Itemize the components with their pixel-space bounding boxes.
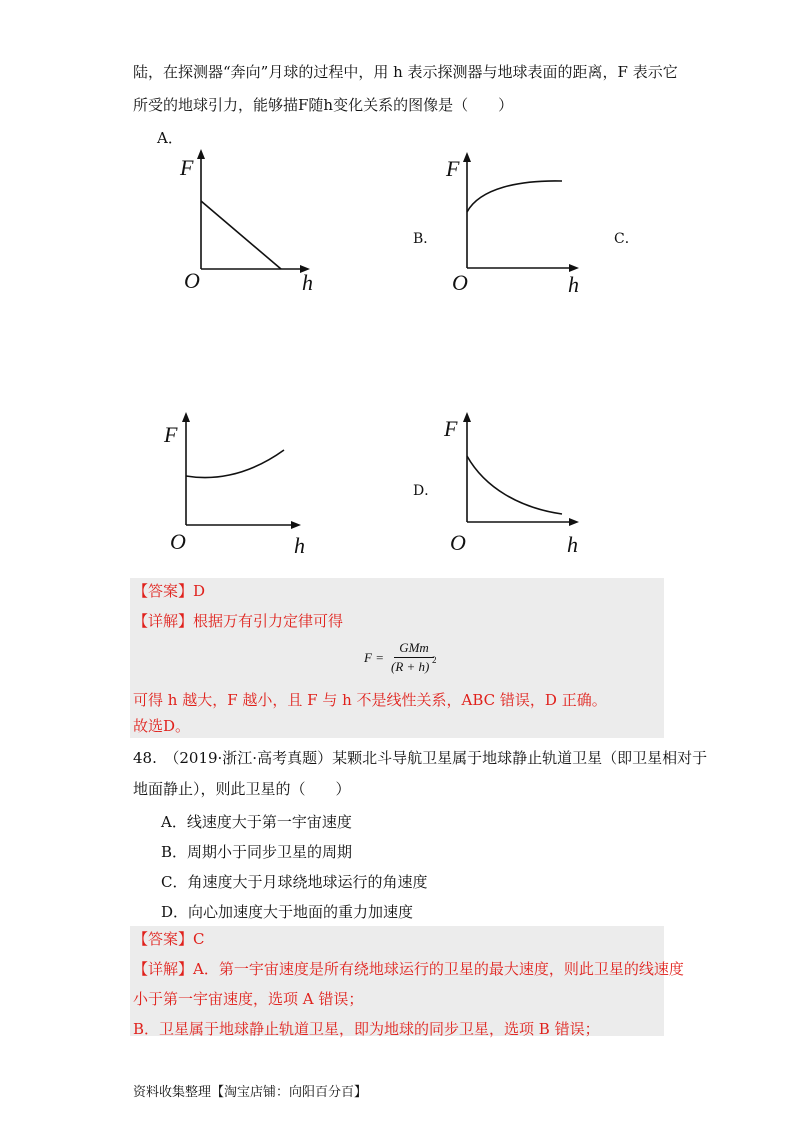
graph-b-o-label: O	[452, 270, 468, 295]
q48-option-a: A．线速度大于第一宇宙速度	[161, 813, 352, 831]
page-footer: 资料收集整理【淘宝店铺：向阳百分百】	[133, 1085, 368, 1100]
q47-option-c-label: C．	[614, 231, 639, 247]
graph-a-o-label: O	[184, 268, 200, 293]
graph-a-h-label: h	[302, 270, 313, 295]
q48-detail-line1: 【详解】A．第一宇宙速度是所有绕地球运行的卫星的最大速度，则此卫星的线速度	[133, 960, 684, 978]
graph-a-y-arrow	[197, 149, 205, 159]
graph-a-f-label: F	[180, 155, 194, 180]
graph-c	[160, 408, 320, 558]
q47-option-a-label: A．	[157, 129, 183, 147]
graph-d	[440, 408, 590, 558]
graph-c-x-arrow	[291, 521, 301, 529]
formula-numerator: GMm	[399, 640, 429, 655]
gravity-formula	[364, 640, 444, 680]
graph-d-h-label: h	[567, 532, 578, 557]
graph-b-h-label: h	[568, 272, 579, 297]
graph-d-x-arrow	[569, 518, 579, 526]
q48-detail-line3: B．卫星属于地球静止轨道卫星，即为地球的同步卫星，选项 B 错误；	[133, 1020, 600, 1038]
formula-exponent: 2	[432, 655, 437, 665]
q47-option-b-label: B．	[413, 231, 438, 247]
formula-fraction-bar	[394, 657, 434, 658]
graph-d-f-label: F	[444, 416, 458, 441]
graph-c-curve	[186, 450, 284, 478]
graph-b-x-arrow	[569, 264, 579, 272]
q47-detail: 【详解】根据万有引力定律可得	[133, 612, 344, 630]
graph-b-f-label: F	[446, 156, 460, 181]
q47-stem-line1: 陆，在探测器“奔向”月球的过程中，用 h 表示探测器与地球表面的距离，F 表示它	[133, 63, 678, 81]
graph-d-y-arrow	[463, 412, 471, 422]
q48-option-d: D．向心加速度大于地面的重力加速度	[161, 903, 414, 921]
graph-b	[440, 148, 590, 298]
graph-c-h-label: h	[294, 533, 305, 558]
q47-answer: 【答案】D	[133, 582, 206, 600]
graph-d-o-label: O	[450, 530, 466, 555]
q47-final: 故选D。	[133, 717, 191, 735]
q48-option-b: B．周期小于同步卫星的周期	[161, 843, 353, 861]
q48-detail-line2: 小于第一宇宙速度，选项 A 错误；	[133, 990, 364, 1008]
q47-conclusion: 可得 h 越大，F 越小，且 F 与 h 不是线性关系，ABC 错误，D 正确。	[133, 691, 607, 709]
graph-c-f-label: F	[164, 422, 178, 447]
graph-a-curve	[201, 201, 281, 269]
graph-b-curve	[467, 181, 562, 212]
q48-answer: 【答案】C	[133, 930, 205, 948]
graph-c-o-label: O	[170, 529, 186, 554]
q48-stem-line2: 地面静止），则此卫星的（ ）	[133, 780, 351, 798]
graph-c-y-arrow	[182, 412, 190, 422]
graph-d-curve	[467, 456, 562, 514]
q47-option-d-label: D．	[413, 483, 439, 499]
formula-denominator: (R + h)	[391, 659, 430, 674]
graph-b-y-arrow	[463, 152, 471, 162]
q48-stem-line1: 48. （2019·浙江·高考真题）某颗北斗导航卫星属于地球静止轨道卫星（即卫星相对于	[133, 749, 708, 767]
formula-lhs: F =	[364, 650, 384, 665]
graph-a	[170, 145, 330, 295]
q47-stem-line2: 所受的地球引力，能够描F随h变化关系的图像是（ ）	[133, 96, 514, 114]
q48-option-c: C．角速度大于月球绕地球运行的角速度	[161, 873, 428, 891]
